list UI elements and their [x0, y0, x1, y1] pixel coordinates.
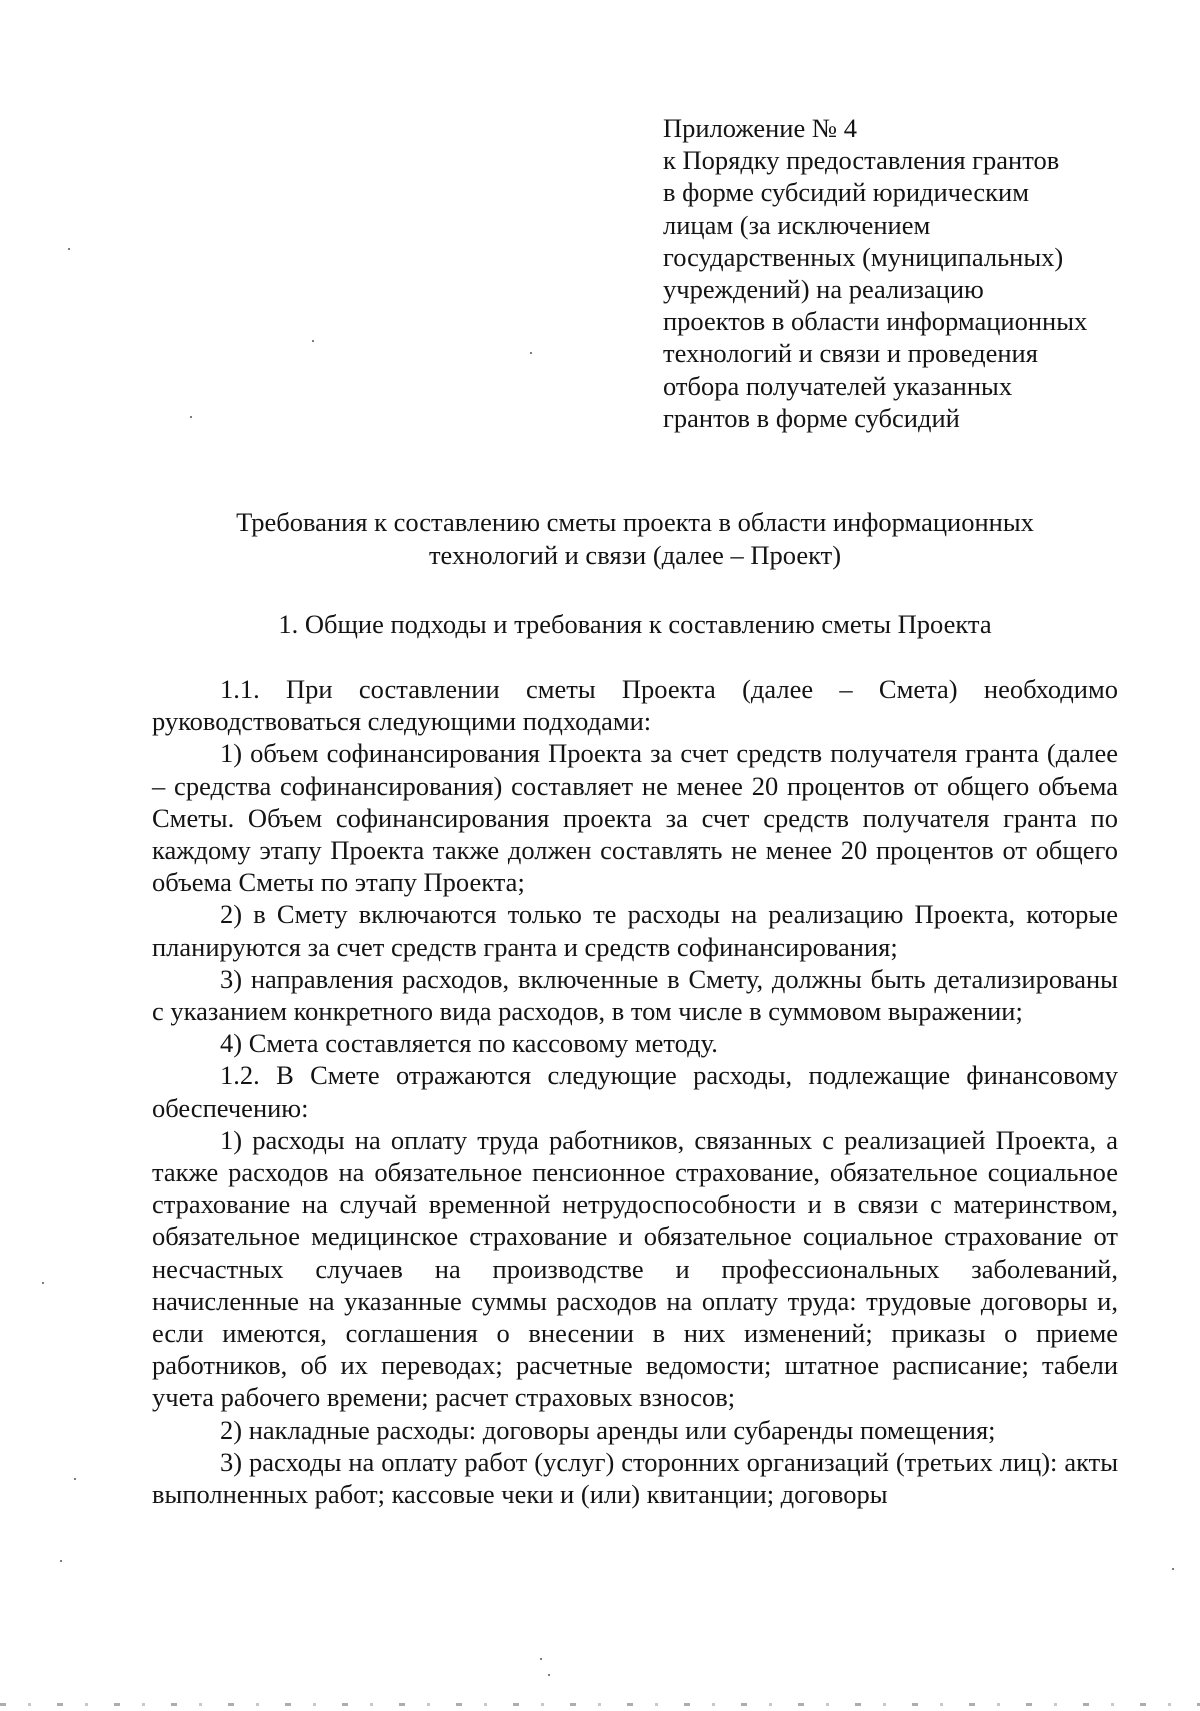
scan-speck — [190, 416, 192, 418]
appendix-line: технологий и связи и проведения — [663, 338, 1038, 369]
scan-speck — [548, 1674, 550, 1676]
appendix-line: учреждений) на реализацию — [663, 274, 984, 305]
appendix-line: отбора получателей указанных — [663, 370, 1013, 401]
paragraph: 1) объем софинансирования Проекта за счет средств получателя гранта (далее – средства софинансирования) составляет не менее 20 процентов от общего объема Сметы. Объем софинансирования проекта за счет средств получателя гранта по каждому этапу Проекта также должен составлять не менее 20 процентов от общего объема Сметы по этапу Проекта; — [152, 738, 1118, 898]
section-heading: 1. Общие подходы и требования к составлению сметы Проекта — [278, 609, 992, 639]
appendix-header — [663, 112, 1143, 434]
document-body — [152, 673, 1118, 1510]
paragraph: 3) расходы на оплату работ (услуг) сторонних организаций (третьих лиц): акты выполненных работ; кассовые чеки и (или) квитанции; договоры — [152, 1446, 1118, 1510]
appendix-line: лицам (за исключением — [663, 209, 931, 240]
scan-speck — [540, 1658, 542, 1660]
appendix-line: государственных (муниципальных) — [663, 241, 1064, 272]
appendix-line: в форме субсидий юридическим — [663, 177, 1030, 208]
scan-speck — [68, 248, 70, 250]
scan-speck — [42, 1282, 44, 1284]
appendix-line: к Порядку предоставления грантов — [663, 145, 1060, 176]
paragraph: 2) накладные расходы: договоры аренды или субаренды помещения; — [220, 1414, 996, 1445]
document-title-line: технологий и связи (далее – Проект) — [428, 540, 842, 570]
appendix-line: Приложение № 4 — [663, 113, 858, 143]
scan-speck — [530, 352, 532, 354]
paragraph: 1.2. В Смете отражаются следующие расходы, подлежащие финансовому обеспечению: — [152, 1060, 1118, 1123]
paragraph: 3) направления расходов, включенные в Смету, должны быть детализированы с указанием конкретного вида расходов, в том числе в суммовом выражении; — [152, 963, 1118, 1027]
document-title-line: Требования к составлению сметы проекта в области информационных — [236, 507, 1034, 537]
paragraph: 4) Смета составляется по кассовому методу. — [220, 1028, 718, 1059]
scan-speck — [74, 1478, 76, 1480]
scan-speck — [60, 1560, 62, 1562]
appendix-line: проектов в области информационных — [663, 306, 1088, 337]
appendix-line: грантов в форме субсидий — [663, 402, 960, 433]
document-title — [150, 506, 1120, 572]
paragraph: 1.1. При составлении сметы Проекта (далее – Смета) необходимо руководствоваться следующими подходами: — [152, 674, 1118, 737]
scan-speck — [1172, 1568, 1174, 1570]
paragraph: 1) расходы на оплату труда работников, связанных с реализацией Проекта, а также расходов на обязательное пенсионное страхование, обязательное социальное страхование на случай временной нетрудоспособности и в связи с материнством, обязательное медицинское страхование и обязательное социальное страхование от несчастных случаев на производстве и профессиональных заболеваний, начисленные на указанные суммы расходов на оплату труда: трудовые договоры и, если имеются, соглашения о внесении в них изменений; приказы о приеме работников, об их переводах; расчетные ведомости; штатное расписание; табели учета рабочего времени; расчет страховых взносов; — [152, 1124, 1118, 1413]
scan-speck — [312, 340, 314, 342]
paragraph: 2) в Смету включаются только те расходы на реализацию Проекта, которые планируются за счет средств гранта и средств софинансирования; — [152, 899, 1118, 962]
scan-bottom-edge — [0, 1703, 1200, 1706]
